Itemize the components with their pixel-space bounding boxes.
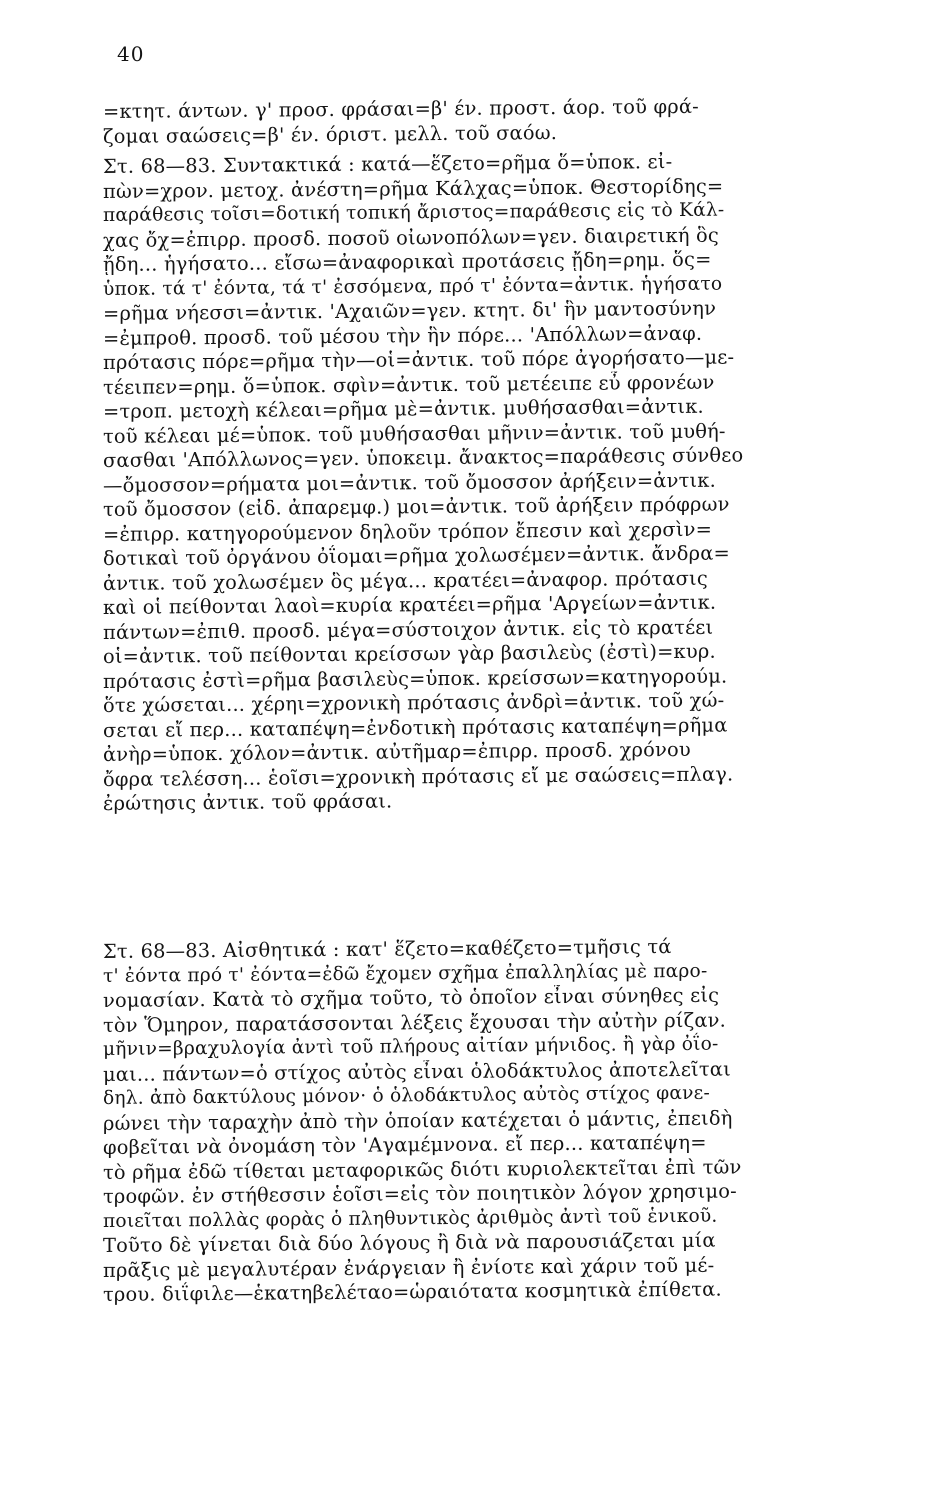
text-line: φοβεῖται νὰ ὀνομάση τὸν 'Αγαμέμνονα. εἴ περ... καταπέψη= [103,1130,707,1159]
text-line: Στ. 68—83. Συντακτικά : κατά—ἕζετο=ρῆμα ὅ=ὑποκ. εἰ- [103,150,673,178]
text-line: Τοῦτο δὲ γίνεται διὰ δύο λόγους ἢ διὰ νὰ παρουσιάζεται μία [103,1228,716,1257]
text-line: δοτικαὶ τοῦ ὀργάνου ὀΐομαι=ρῆμα χολωσέμεν=ἀντικ. ἄνδρα= [103,541,731,570]
text-line: νομασίαν. Κατὰ τὸ σχῆμα τοῦτο, τὸ ὁποῖον εἶναι σύνηθες εἰς [103,983,720,1012]
text-line: ρώνει τὴν ταραχὴν ἀπὸ τὴν ὁποίαν κατέχεται ὁ μάντις, ἐπειδὴ [103,1106,733,1135]
text-line: τοῦ κέλεαι μέ=ὑποκ. τοῦ μυθήσασθαι μῆνιν=ἀντικ. τοῦ μυθή- [103,419,726,448]
text-line: =κτητ. άντων. γ' προσ. φράσαι=β' έν. προστ. άορ. τοῦ φρά- [103,94,699,123]
text-line: ζομαι σαώσεις=β' έν. όριστ. μελλ. τοῦ σαόω. [103,120,558,148]
text-line: Στ. 68—83. Αἰσθητικά : κατ' ἕζετο=καθέζετο=τμῆσις τά [103,935,672,963]
text-line: ποιεῖται πολλὰς φορὰς ὁ πληθυντικὸς ἀριθμὸς ἀντὶ τοῦ ἑνικοῦ. [103,1205,718,1232]
text-line: ὄφρα τελέσση... ἑοῖσι=χρονικὴ πρότασις εἴ με σαώσεις=πλαγ. [103,761,734,791]
text-line: πάντων=ἐπιθ. προσδ. μέγα=σύστοιχον ἀντικ. εἰς τὸ κρατέει [103,615,714,644]
text-line: πρᾶξις μὲ μεγαλυτέραν ἐνάργειαν ἢ ἐνίοτε καὶ χάριν τοῦ μέ- [103,1253,715,1282]
text-line: ὅτε χώσεται... χέρηι=χρονικὴ πρότασις ἀνδρὶ=ἀντικ. τοῦ χώ- [103,688,725,717]
syntax-analysis-block [103,94,909,817]
text-line: =τροπ. μετοχὴ κέλεαι=ρῆμα μὲ=ἀντικ. μυθήσασθαι=ἀντικ. [103,394,704,423]
text-line: σασθαι 'Απόλλωνος=γεν. ὑποκειμ. ἄνακτος=παράθεσις σύνθεο [103,443,744,472]
text-line: τρου. διΐφιλε—ἑκατηβελέταο=ὡραιότατα κοσμητικὰ ἐπίθετα. [103,1277,722,1306]
text-line: ὑποκ. τά τ' ἐόντα, τά τ' ἐσσόμενα, πρό τ' ἐόντα=ἀντικ. ἡγήσατο [103,273,723,300]
text-line: πρότασις ἐστὶ=ρῆμα βασιλεὺς=ὑποκ. κρείσσων=κατηγορούμ. [103,664,728,693]
text-line: οἱ=ἀντικ. τοῦ πείθονται κρείσσων γὰρ βασιλεὺς (ἐστὶ)=κυρ. [103,639,716,668]
text-line: πὼν=χρον. μετοχ. ἀνέστη=ρῆμα Κάλχας=ὑποκ. Θεστορίδης= [103,174,724,203]
text-line: ᾔδη... ἡγήσατο... εἴσω=ἀναφορικαὶ προτάσεις ᾔδη=ρημ. ὅς= [103,247,712,276]
text-line: τὸ ρῆμα ἐδῶ τίθεται μεταφορικῶς διότι κυριολεκτεῖται ἐπὶ τῶν [103,1154,742,1184]
text-line: =ἐμπροθ. προσδ. τοῦ μέσου τὴν ἣν πόρε... 'Απόλλων=ἀναφ. [103,321,703,350]
text-line: —ὄμοσσον=ρήματα μοι=ἀντικ. τοῦ ὄμοσσον ἀρήξειν=ἀντικ. [103,468,716,497]
text-line: χας ὄχ=ἐπιρρ. προσδ. ποσοῦ οἰωνοπόλων=γεν. διαιρετική ὃς [103,223,719,252]
page-number: 40 [117,42,145,66]
text-line: =ρῆμα νήεσσι=ἀντικ. 'Αχαιῶν=γεν. κτητ. δι' ἣν μαντοσύνην [103,296,717,325]
text-line: τέειπεν=ρημ. ὅ=ὑποκ. σφὶν=ἀντικ. τοῦ μετέειπε εὖ φρονέων [103,370,715,399]
text-line: ἀνὴρ=ὑποκ. χόλον=ἀντικ. αὐτῆμαρ=ἐπιρρ. προσδ. χρόνου [103,737,691,766]
text-line: παράθεσις τοῖσι=δοτική τοπική ἄριστος=παράθεσις εἰς τὸ Κάλ- [103,199,725,226]
text-line: τ' ἐόντα πρό τ' ἐόντα=ἐδῶ ἔχομεν σχῆμα ἐπαλληλίας μὲ παρο- [103,960,708,987]
text-line: τροφῶν. ἐν στήθεσσιν ἑοῖσι=εἰς τὸν ποιητικὸν λόγον χρησιμο- [103,1179,737,1208]
text-line: δηλ. ἀπὸ δακτύλους μόνον· ὁ ὁλοδάκτυλος αὐτὸς στίχος φανε- [103,1082,710,1109]
text-line: πρότασις πόρε=ρῆμα τὴν—οἱ=ἀντικ. τοῦ πόρε ἀγορήσατο—με- [103,345,735,374]
text-line: τοῦ ὄμοσσον (εἰδ. ἀπαρεμφ.) μοι=ἀντικ. τοῦ ἀρήξειν πρόφρων [103,492,730,521]
text-line: τὸν Ὅμηρον, παρατάσσονται λέξεις ἔχουσαι τὴν αὐτὴν ρίζαν. [103,1008,726,1037]
text-line: ἐρώτησις ἀντικ. τοῦ φράσαι. [103,789,393,815]
text-line: καὶ οἱ πείθονται λαοὶ=κυρία κρατέει=ρῆμα 'Αργείων=ἀντικ. [103,590,717,619]
aesthetic-analysis-block [103,935,909,1308]
text-line: μῆνιν=βραχυλογία ἀντὶ τοῦ πλήρους αἰτίαν μήνιδος. ἢ γὰρ ὀΐο- [103,1033,719,1060]
text-line: μαι... πάντων=ὁ στίχος αὐτὸς εἶναι ὁλοδάκτυλος ἀποτελεῖται [103,1057,731,1086]
text-line: =ἐπιρρ. κατηγορούμενον δηλοῦν τρόπον ἔπεσιν καὶ χερσὶν= [103,517,713,546]
text-line: σεται εἴ περ... καταπέψη=ἐνδοτικὴ πρότασις καταπέψη=ρῆμα [103,713,728,742]
text-line: ἀντικ. τοῦ χολωσέμεν ὃς μέγα... κρατέει=ἀναφορ. πρότασις [103,566,708,595]
